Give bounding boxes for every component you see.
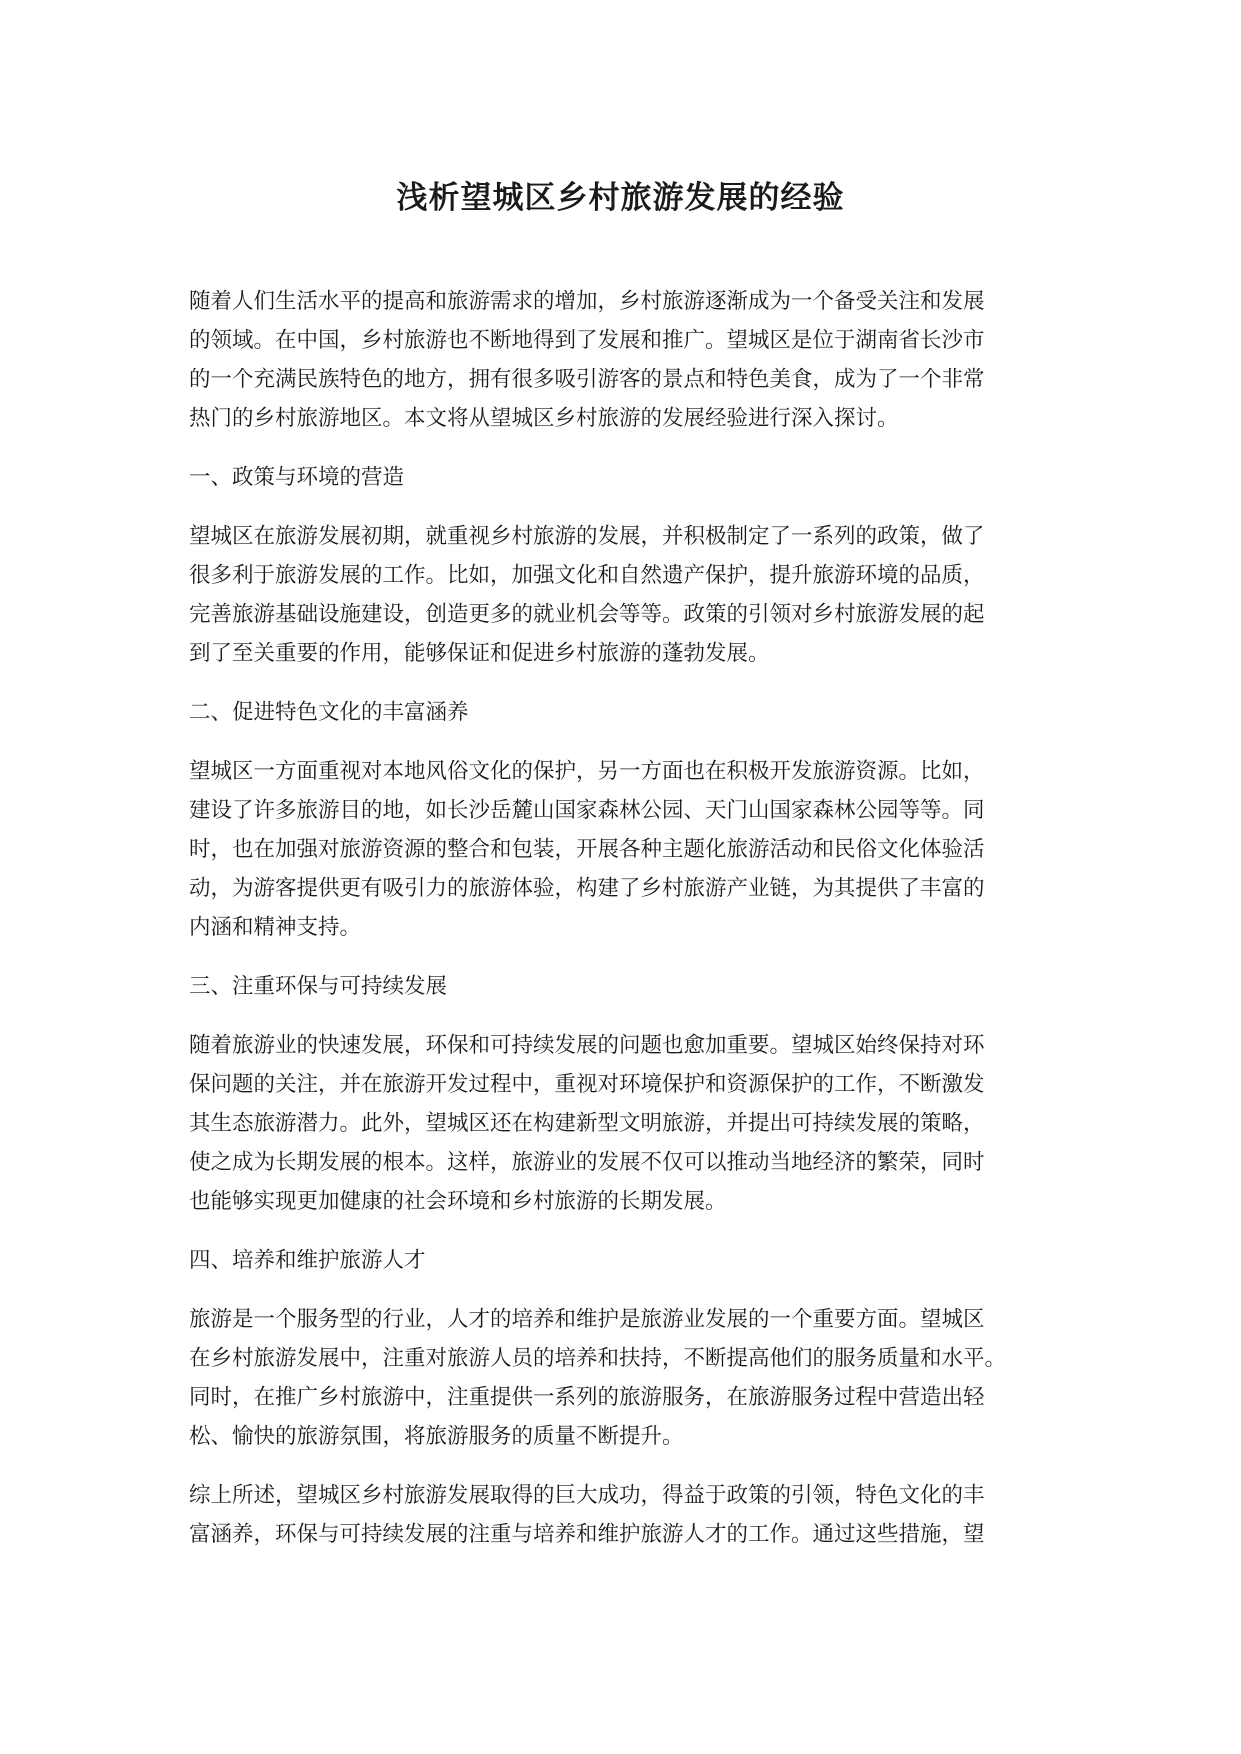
paragraph-conclusion bbox=[189, 1476, 1069, 1554]
text-line: 望城区在旅游发展初期，就重视乡村旅游的发展，并积极制定了一系列的政策，做了 bbox=[189, 524, 985, 549]
text-line: 保问题的关注，并在旅游开发过程中，重视对环境保护和资源保护的工作，不断激发 bbox=[189, 1072, 985, 1097]
text-line: 综上所述，望城区乡村旅游发展取得的巨大成功，得益于政策的引领，特色文化的丰 bbox=[189, 1483, 985, 1508]
text-line: 富涵养，环保与可持续发展的注重与培养和维护旅游人才的工作。通过这些措施，望 bbox=[189, 1522, 985, 1547]
text-line: 随着旅游业的快速发展，环保和可持续发展的问题也愈加重要。望城区始终保持对环 bbox=[189, 1033, 985, 1058]
text-line: 同时，在推广乡村旅游中，注重提供一系列的旅游服务，在旅游服务过程中营造出轻 bbox=[189, 1385, 985, 1410]
text-line: 望城区一方面重视对本地风俗文化的保护，另一方面也在积极开发旅游资源。比如， bbox=[189, 759, 985, 784]
text-line: 的一个充满民族特色的地方，拥有很多吸引游客的景点和特色美食，成为了一个非常 bbox=[189, 367, 985, 392]
text-line: 在乡村旅游发展中，注重对旅游人员的培养和扶持，不断提高他们的服务质量和水平。 bbox=[189, 1346, 1007, 1371]
paragraph-section-4 bbox=[189, 1300, 1069, 1456]
text-line: 建设了许多旅游目的地，如长沙岳麓山国家森林公园、天门山国家森林公园等等。同 bbox=[189, 798, 985, 823]
text-line: 松、愉快的旅游氛围，将旅游服务的质量不断提升。 bbox=[189, 1424, 684, 1449]
text-line: 使之成为长期发展的根本。这样，旅游业的发展不仅可以推动当地经济的繁荣，同时 bbox=[189, 1150, 985, 1175]
text-line: 到了至关重要的作用，能够保证和促进乡村旅游的蓬勃发展。 bbox=[189, 641, 770, 666]
paragraph-section-3 bbox=[189, 1026, 1069, 1221]
section-heading-1: 一、政策与环境的营造 bbox=[189, 465, 405, 490]
text-line: 很多利于旅游发展的工作。比如，加强文化和自然遗产保护，提升旅游环境的品质， bbox=[189, 563, 985, 588]
text-line: 其生态旅游潜力。此外，望城区还在构建新型文明旅游，并提出可持续发展的策略， bbox=[189, 1111, 985, 1136]
section-heading-4: 四、培养和维护旅游人才 bbox=[189, 1248, 426, 1273]
document-body bbox=[189, 282, 1069, 1574]
text-line: 完善旅游基础设施建设，创造更多的就业机会等等。政策的引领对乡村旅游发展的起 bbox=[189, 602, 985, 627]
section-heading-3: 三、注重环保与可持续发展 bbox=[189, 974, 448, 999]
text-line: 内涵和精神支持。 bbox=[189, 915, 362, 940]
paragraph-section-1 bbox=[189, 517, 1069, 673]
text-line: 时，也在加强对旅游资源的整合和包装，开展各种主题化旅游活动和民俗文化体验活 bbox=[189, 837, 985, 862]
text-line: 也能够实现更加健康的社会环境和乡村旅游的长期发展。 bbox=[189, 1189, 727, 1214]
text-line: 随着人们生活水平的提高和旅游需求的增加，乡村旅游逐渐成为一个备受关注和发展 bbox=[189, 289, 985, 314]
paragraph-section-2 bbox=[189, 752, 1069, 947]
document-title: 浅析望城区乡村旅游发展的经验 bbox=[396, 180, 845, 216]
text-line: 的领域。在中国，乡村旅游也不断地得到了发展和推广。望城区是位于湖南省长沙市 bbox=[189, 328, 985, 353]
text-line: 热门的乡村旅游地区。本文将从望城区乡村旅游的发展经验进行深入探讨。 bbox=[189, 406, 899, 431]
section-heading-2: 二、促进特色文化的丰富涵养 bbox=[189, 700, 469, 725]
paragraph-intro bbox=[189, 282, 1069, 438]
text-line: 动，为游客提供更有吸引力的旅游体验，构建了乡村旅游产业链，为其提供了丰富的 bbox=[189, 876, 985, 901]
text-line: 旅游是一个服务型的行业，人才的培养和维护是旅游业发展的一个重要方面。望城区 bbox=[189, 1307, 985, 1332]
